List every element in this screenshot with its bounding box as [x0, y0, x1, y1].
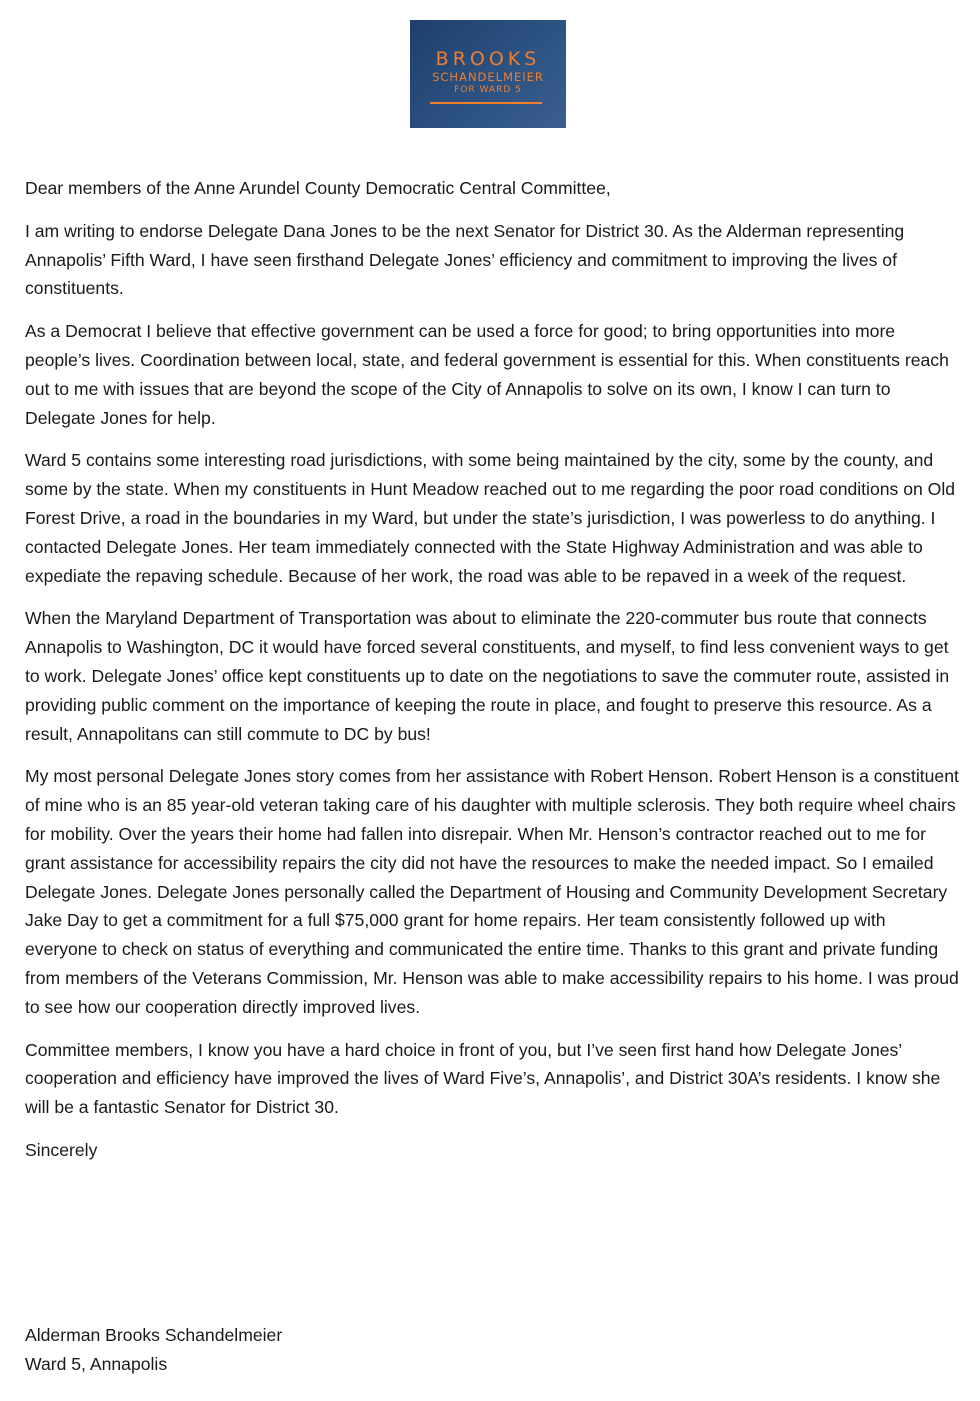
- signature-name: Alderman Brooks Schandelmeier: [25, 1325, 283, 1345]
- paragraph-road-jurisdictions: Ward 5 contains some interesting road jurisdictions, with some being maintained by the city, some by the county, and some by the state. When my constituents in Hunt Meadow reached out to me regarding the poor road conditions on Old Forest Drive, a road in the boundaries in my Ward, but under the state’s jurisdiction, I was powerless to do anything. I contacted Delegate Jones. Her team immediately connected with the State Highway Administration and was able to expediate the repaving schedule. Because of her work, the road was able to be repaved in a week of the request.: [25, 450, 956, 586]
- logo-divider: [430, 102, 542, 104]
- paragraph-commuter-bus: When the Maryland Department of Transportation was about to eliminate the 220-commuter bus route that connects Annapolis to Washington, DC it would have forced several constituents, and myself, to find less convenient ways to get to work. Delegate Jones’ office kept constituents up to date on the negotiations to save the commuter route, assisted in providing public comment on the importance of keeping the route in place, and fought to preserve this resource. As a result, Annapolitans can still commute to DC by bus!: [25, 608, 950, 744]
- letter-body: [25, 174, 960, 1179]
- campaign-logo: [410, 20, 566, 128]
- paragraph-conclusion: Committee members, I know you have a hard choice in front of you, but I’ve seen first hand how Delegate Jones’ cooperation and efficiency have improved the lives of Ward Five’s, Annapolis’, and District 30A’s residents. I know she will be a fantastic Senator for District 30.: [25, 1039, 941, 1118]
- salutation: Dear members of the Anne Arundel County Democratic Central Committee,: [25, 178, 611, 198]
- closing: Sincerely: [25, 1139, 98, 1160]
- paragraph-robert-henson: My most personal Delegate Jones story comes from her assistance with Robert Henson. Robert Henson is a constituent of mine who is an 85 year-old veteran taking care of his daughter with multiple sclerosis. They both require wheel chairs for mobility. Over the years their home had fallen into disrepair. When Mr. Henson’s contractor reached out to me for grant assistance for accessibility repairs the city did not have the resources to make the needed impact. So I emailed Delegate Jones. Delegate Jones personally called the Department of Housing and Community Development Secretary Jake Day to get a commitment for a full $75,000 grant for home repairs. Her team consistently followed up with everyone to check on status of everything and communicated the entire time. Thanks to this grant and private funding from members of the Veterans Commission, Mr. Henson was able to make accessibility repairs to his home. I was proud to see how our cooperation directly improved lives.: [25, 766, 959, 1017]
- logo-name: BROOKS: [435, 48, 541, 70]
- signature-title: Ward 5, Annapolis: [25, 1353, 168, 1374]
- logo-ward: FOR WARD 5: [454, 85, 522, 95]
- paragraph-government: As a Democrat I believe that effective government can be used a force for good; to bring opportunities into more people’s lives. Coordination between local, state, and federal government is essential for this. When constituents reach out to me with issues that are beyond the scope of the City of Annapolis to solve on its own, I know I can turn to Delegate Jones for help.: [25, 321, 949, 428]
- signature-block: [25, 1321, 625, 1379]
- logo-surname: SCHANDELMEIER: [432, 70, 544, 84]
- paragraph-endorsement: I am writing to endorse Delegate Dana Jones to be the next Senator for District 30. As the Alderman representing Annapolis’ Fifth Ward, I have seen firsthand Delegate Jones’ efficiency and commitment to improving the lives of constituents.: [25, 220, 905, 299]
